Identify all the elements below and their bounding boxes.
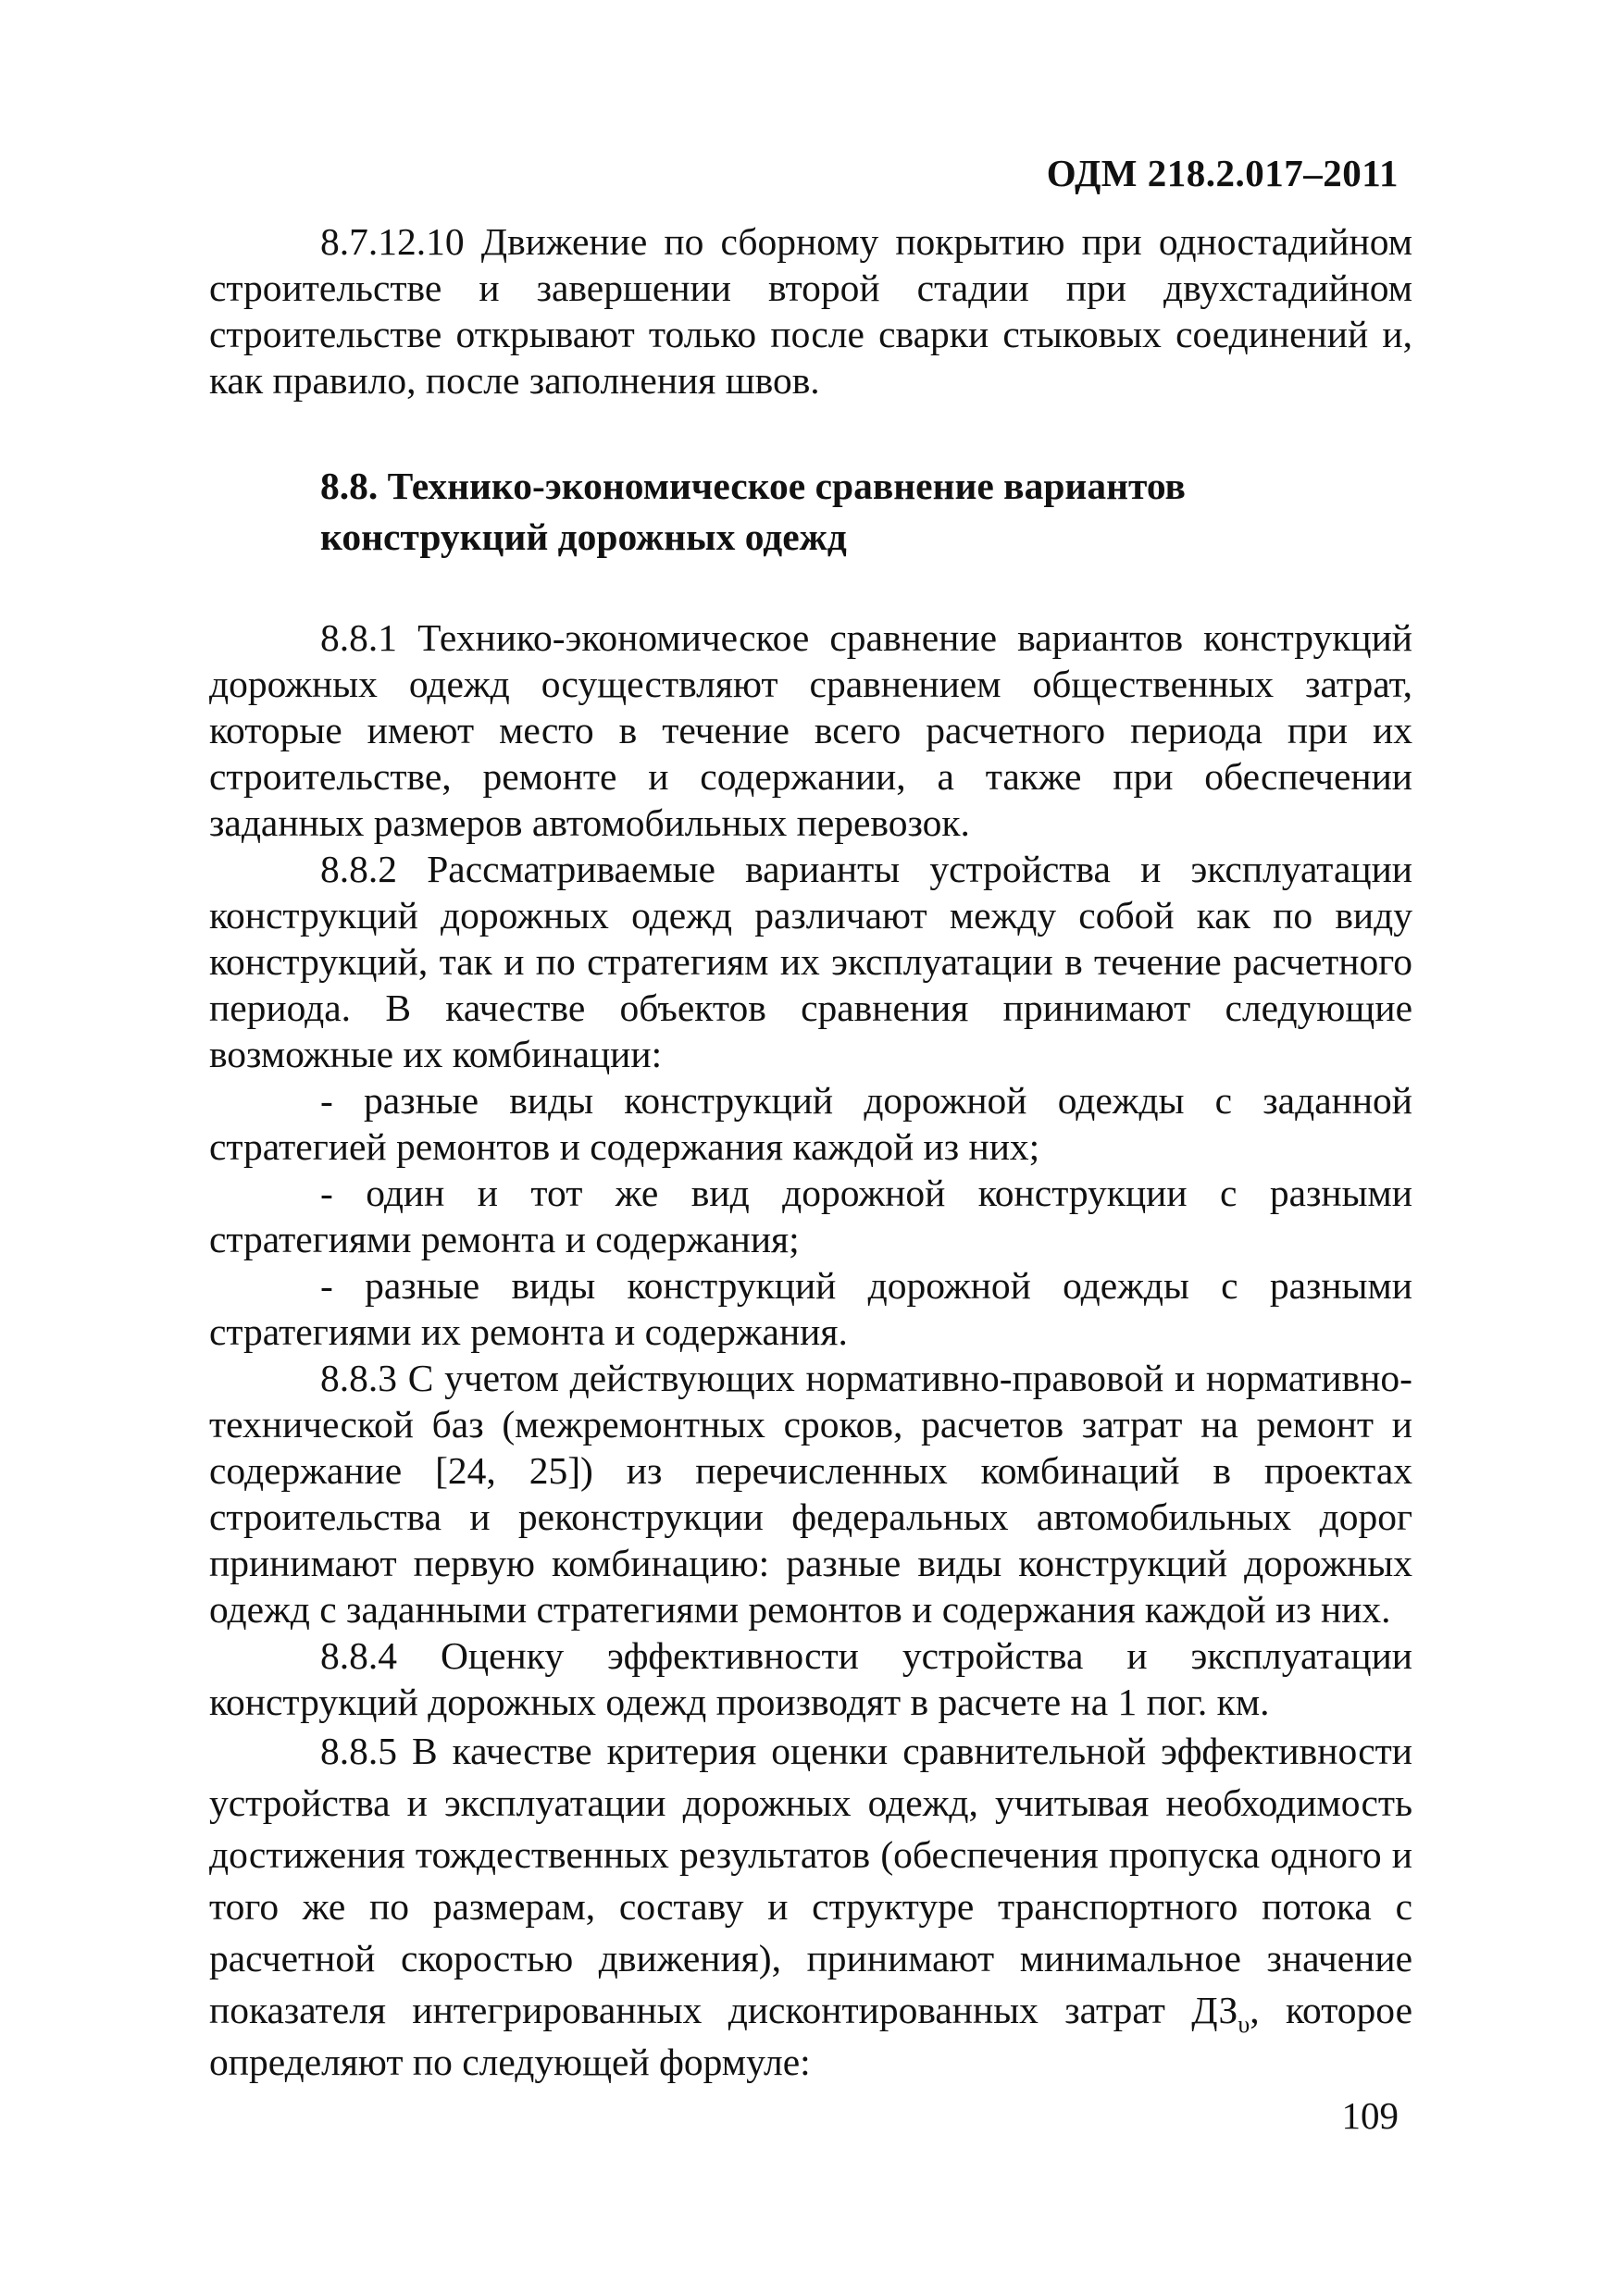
paragraph-8-8-5-text: 8.8.5 В качестве критерия оценки сравнительной эффективности устройства и эксплуатации дорожных одежд, учитывая необходимость достижения тождественных результатов (обеспечения пропуска одного и того же по размерам, составу и структуре транспортного потока с расчетной скоростью движения), принимают минимальное значение показателя интегрированных дисконтированных затрат ДЗ bbox=[209, 1730, 1412, 2031]
paragraph-8-8-5 bbox=[209, 1725, 1412, 2088]
section-heading-8-8 bbox=[209, 461, 1412, 563]
document-body bbox=[209, 218, 1412, 2088]
paragraph-8-8-2: 8.8.2 Рассматриваемые варианты устройства и эксплуатации конструкций дорожных одежд различают между собой как по виду конструкций, так и по стратегиям их эксплуатации в течение расчетного периода. В качестве объектов сравнения принимают следующие возможные их комбинации: bbox=[209, 848, 1412, 1075]
paragraph-8-8-4: 8.8.4 Оценку эффективности устройства и эксплуатации конструкций дорожных одежд производят в расчете на 1 пог. км. bbox=[209, 1634, 1412, 1723]
page-number: 109 bbox=[1341, 2094, 1399, 2137]
paragraph-8-8-5-text-end: , которое определяют по следующей формуле: bbox=[209, 1989, 1412, 2083]
list-item: - разные виды конструкций дорожной одежды с разными стратегиями их ремонта и содержания. bbox=[209, 1264, 1412, 1353]
paragraph-8-8-3: 8.8.3 С учетом действующих нормативно-правовой и нормативно-технической баз (межремонтных сроков, расчетов затрат на ремонт и содержание [24, 25]) из перечисленных комбинаций в проектах строительства и реконструкции федеральных автомобильных дорог принимают первую комбинацию: разные виды конструкций дорожных одежд с заданными стратегиями ремонтов и содержания каждой из них. bbox=[209, 1357, 1412, 1631]
section-heading-line-2: конструкций дорожных одежд bbox=[320, 515, 847, 558]
paragraph-8-8-1: 8.8.1 Технико-экономическое сравнение вариантов конструкций дорожных одежд осуществляют сравнением общественных затрат, которые имеют место в течение всего расчетного периода при их строительстве, ремонте и содержании, а также при обеспечении заданных размеров автомобильных перевозок. bbox=[209, 616, 1412, 844]
paragraph-8-7-12-10: 8.7.12.10 Движение по сборному покрытию при одностадийном строительстве и завершении второй стадии при двухстадийном строительстве открывают только после сварки стыковых соединений и, как правило, после заполнения швов. bbox=[209, 220, 1412, 402]
discounted-costs-subscript: υ bbox=[1238, 2011, 1250, 2038]
document-header-code: ОДМ 218.2.017–2011 bbox=[1046, 152, 1399, 194]
section-heading-line-1: 8.8. Технико-экономическое сравнение вариантов bbox=[320, 465, 1186, 507]
list-item: - один и тот же вид дорожной конструкции с разными стратегиями ремонта и содержания; bbox=[209, 1172, 1412, 1260]
list-item: - разные виды конструкций дорожной одежды с заданной стратегией ремонтов и содержания каждой из них; bbox=[209, 1079, 1412, 1168]
